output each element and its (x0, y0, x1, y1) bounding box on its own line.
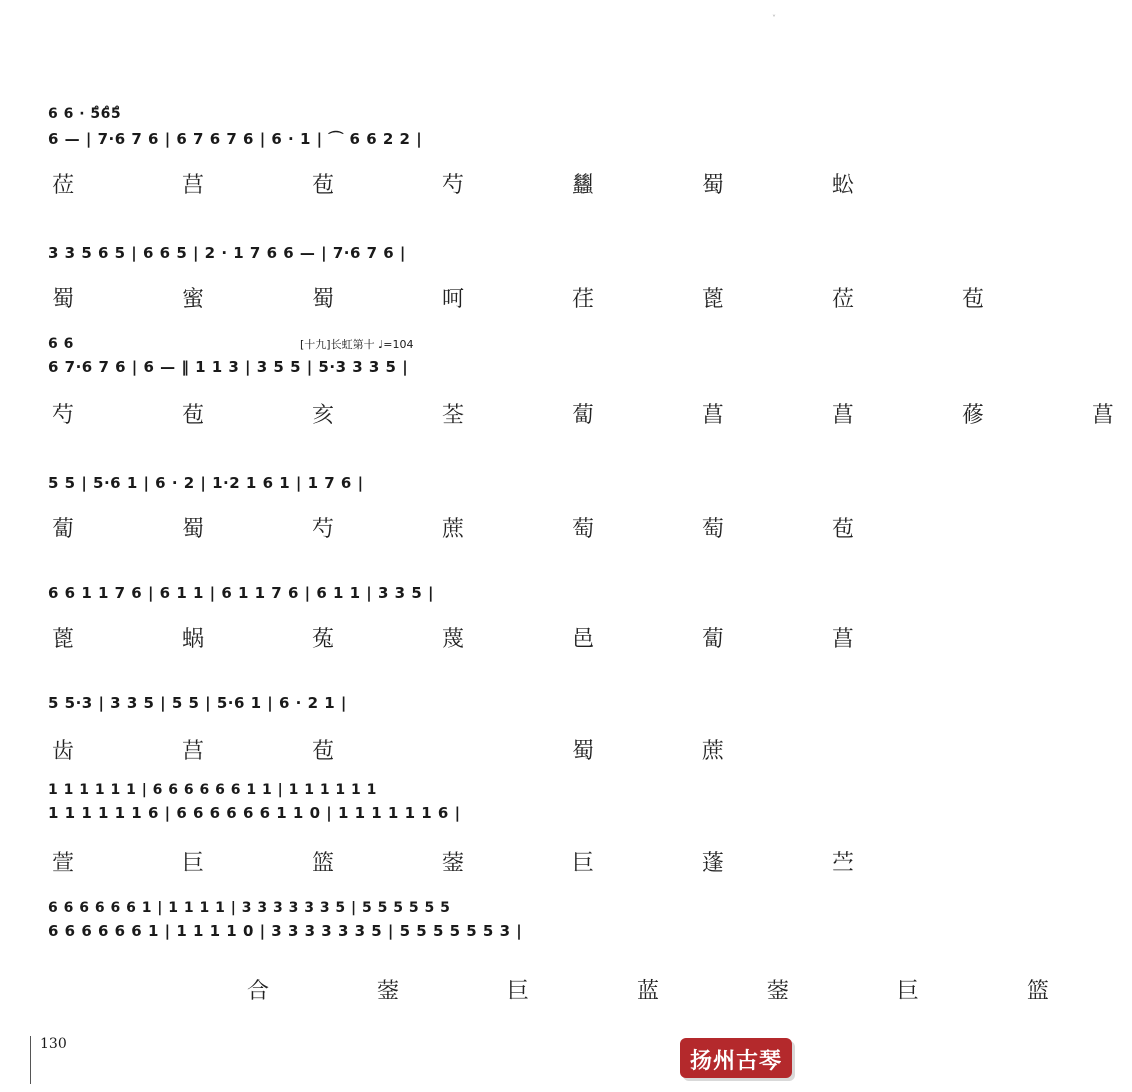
watermark-logo (680, 1038, 792, 1078)
notation-row-7 (48, 782, 688, 842)
notation-row-3 (48, 336, 688, 396)
upper-notes: 6 6 · 5̊6̊5̊ (48, 106, 122, 122)
jianpu-notes: 5 5 | 5·6 1 | 6 · 2 | 1·2 1 6 1 | 1 7 6 | (48, 474, 364, 492)
tablature-row-5: 蓖 蜗 菟 蔑 邑 蔔 菖 (52, 627, 872, 652)
upper-notes: 1 1 1 1 1 1 | 6 6 6 6 6 6 1 1 | 1 1 1 1 1 1 (48, 782, 377, 798)
tablature-row-8: 合 蓥 巨 蓝 蓥 巨 篮 (52, 979, 1067, 1004)
upper-notes: 6 6 6 6 6 6 1 | 1 1 1 1 | 3 3 3 3 3 3 5 | 5 5 5 5 5 5 (48, 900, 451, 916)
notation-row-6 (48, 672, 688, 732)
margin-rule (30, 1036, 31, 1084)
jianpu-notes: 3 3 5 6 5 | 6 6 5 | 2 · 1 7 6 6 — | 7·6 7 6 | (48, 244, 406, 262)
page-number: 130 (40, 1036, 67, 1052)
notation-row-8 (48, 900, 688, 960)
notation-row-1 (48, 106, 688, 166)
jianpu-notes: 6 7·6 7 6 | 6 — ‖ 1 1 3 | 3 5 5 | 5·3 3 3 5 | (48, 358, 409, 376)
jianpu-notes: 6 6 1 1 7 6 | 6 1 1 | 6 1 1 7 6 | 6 1 1 | 3 3 5 | (48, 584, 434, 602)
tablature-row-1: 莅 莒 苞 芍 蠿 蜀 蚣 (52, 173, 872, 198)
tablature-row-6: 齿 莒 苞 蜀 蔗 (52, 739, 742, 764)
jianpu-notes: 1 1 1 1 1 1 6 | 6 6 6 6 6 6 1 1 0 | 1 1 1 1 1 1 6 | (48, 804, 461, 822)
section-header: [十九]长虹第十 ♩=104 (300, 338, 414, 351)
watermark-text: 扬州古琴 (690, 1049, 783, 1074)
notation-row-5 (48, 562, 688, 622)
notation-row-2 (48, 222, 688, 282)
tablature-row-2: 蜀 蜜 蜀 呵 荏 蓖 莅 苞 (52, 287, 1002, 312)
tablature-row-7: 萱 巨 篮 蓥 巨 蓬 苎 (52, 851, 872, 876)
jianpu-notes: 5 5·3 | 3 3 5 | 5 5 | 5·6 1 | 6 · 2 1 | (48, 694, 347, 712)
tablature-row-3: 芍 苞 亥 荃 蔔 菖 菖 蓚 菖 (52, 403, 1132, 428)
corner-mark: ˅ (772, 14, 776, 23)
jianpu-notes: 6 — | 7·6 7 6 | 6 7 6 7 6 | 6 · 1 | ⌒ 6 6 2 2 | (48, 130, 423, 148)
jianpu-notes: 6 6 6 6 6 6 1 | 1 1 1 1 0 | 3 3 3 3 3 3 5 | 5 5 5 5 5 5 3 | (48, 922, 523, 940)
tablature-row-4: 蔔 蜀 芍 蔗 萄 萄 苞 (52, 517, 872, 542)
notation-row-4 (48, 452, 688, 512)
upper-notes: 6 6 (48, 336, 74, 352)
